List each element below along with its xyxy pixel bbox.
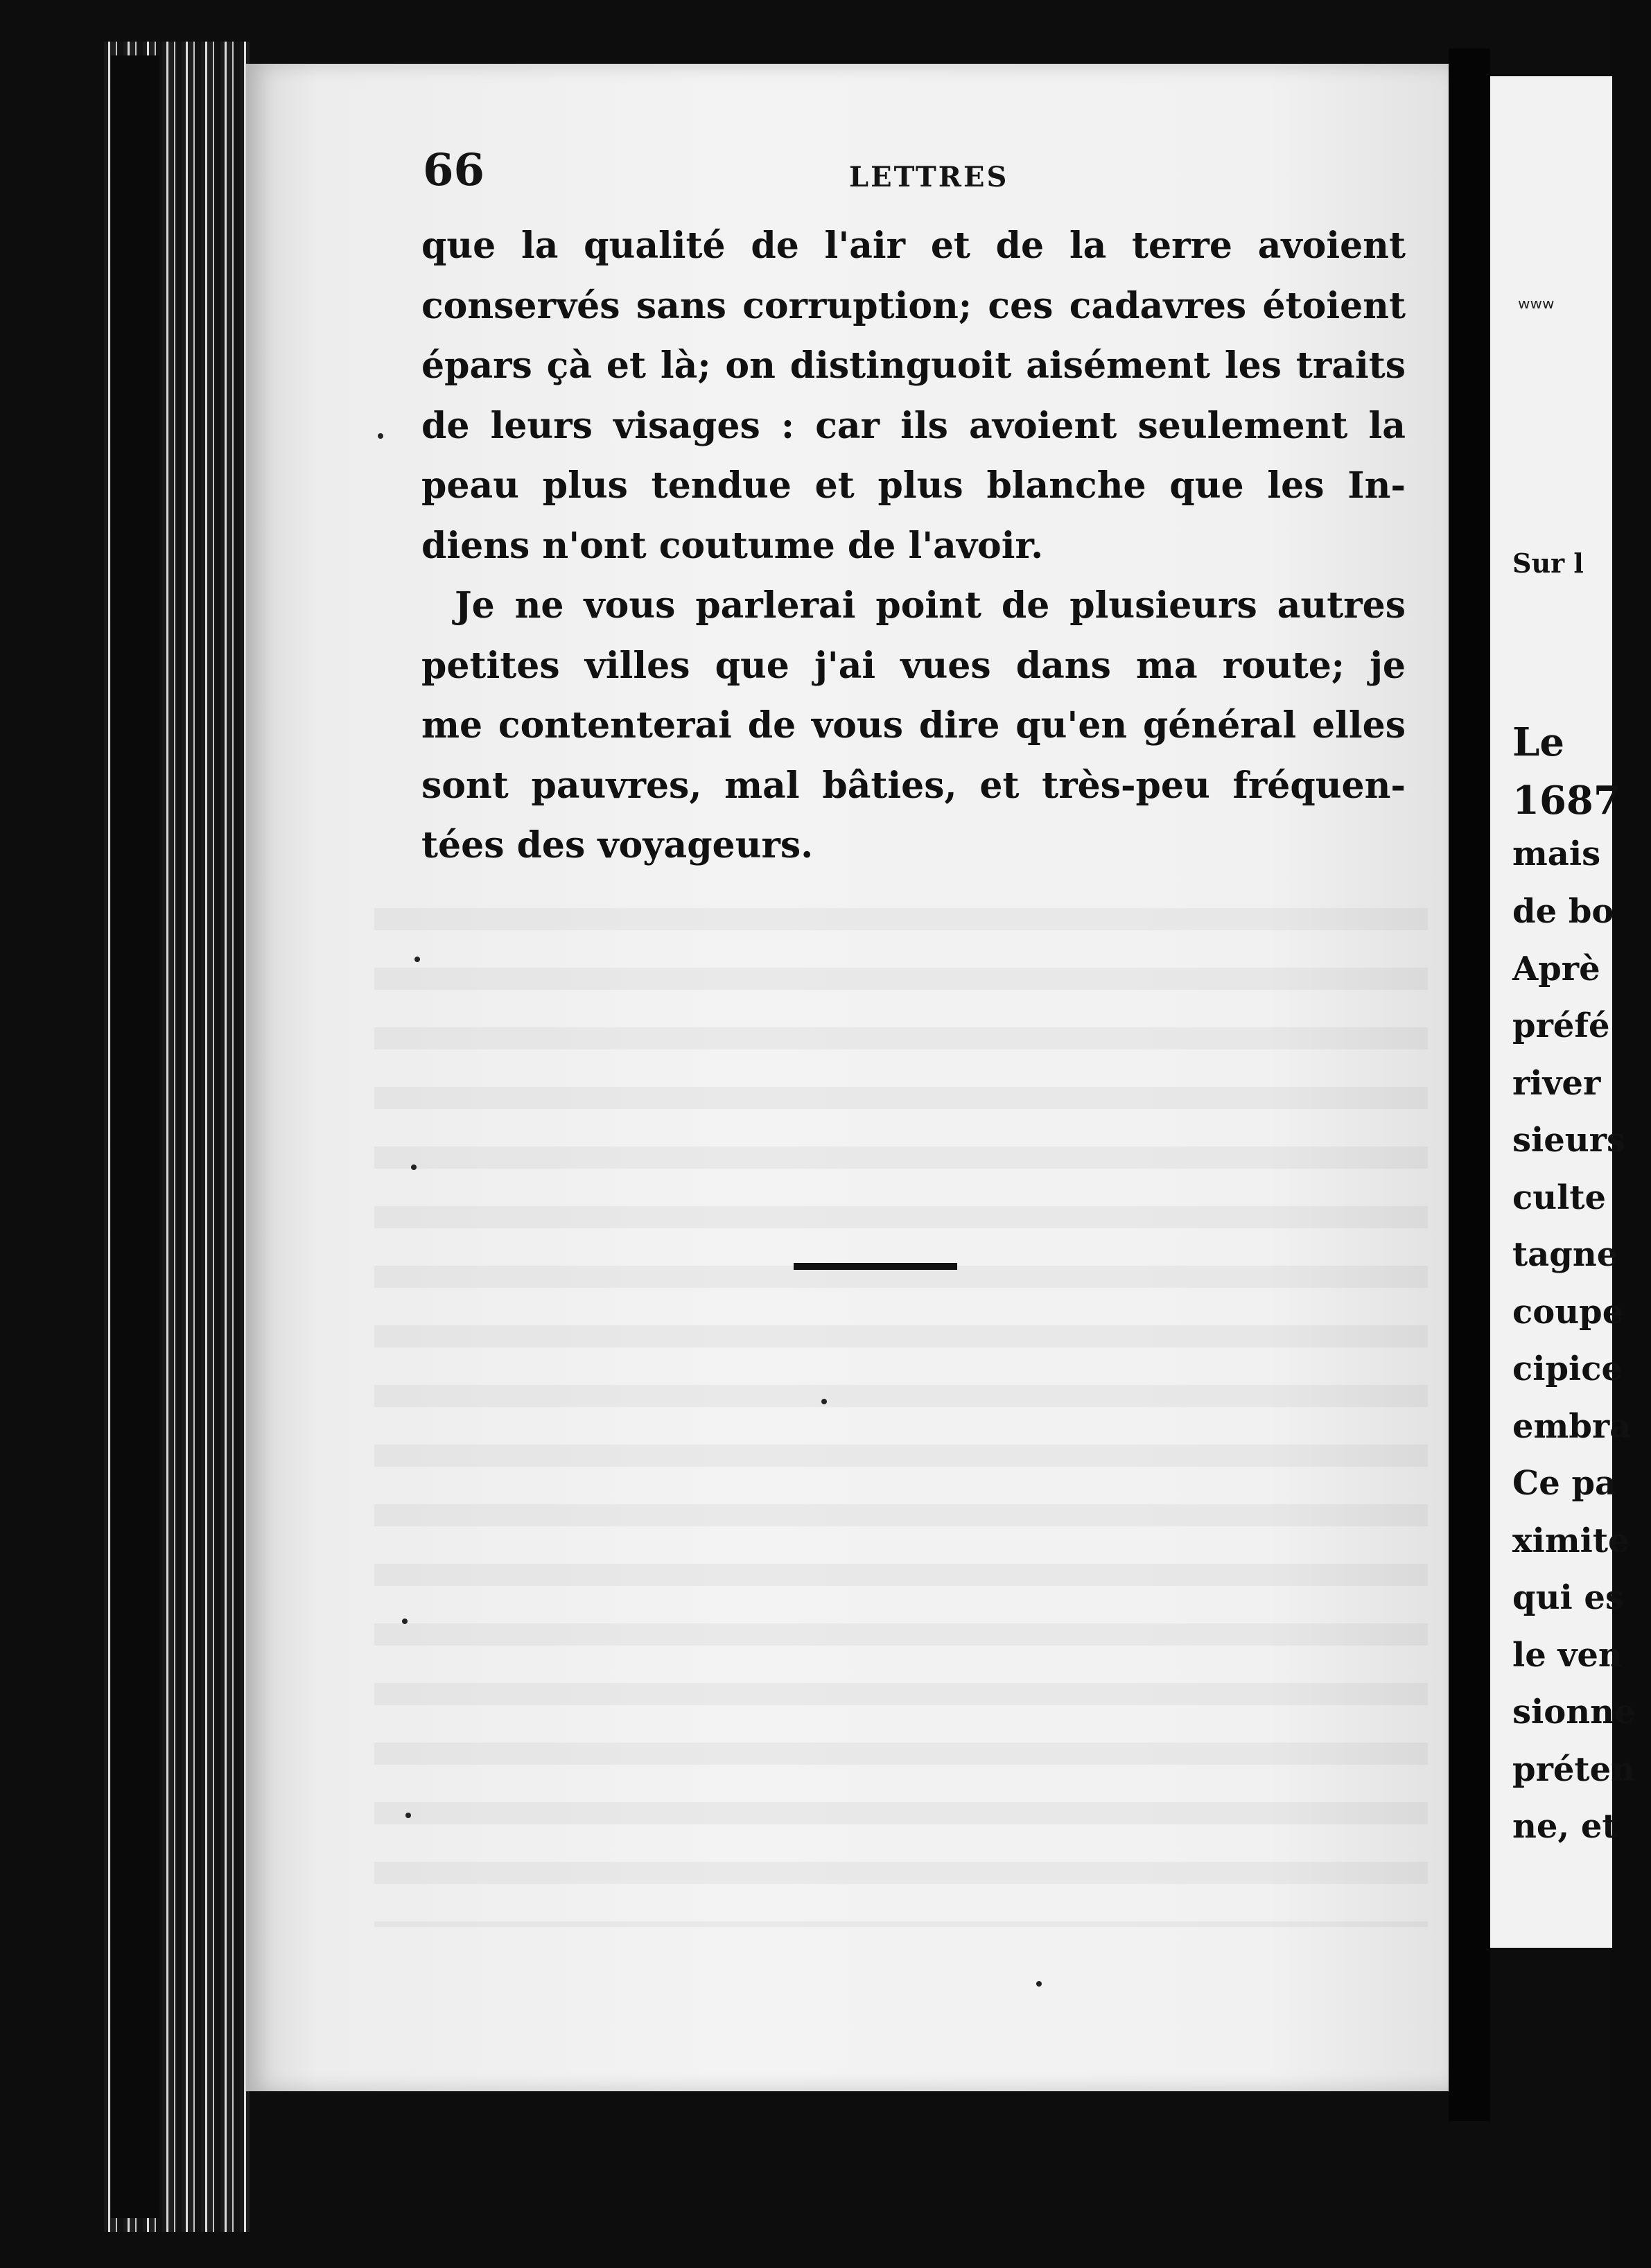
right-line: ximite — [1512, 1521, 1630, 1560]
right-line: mais — [1512, 835, 1601, 873]
speck — [1036, 1981, 1042, 1987]
text-line: Je ne vous parlerai point de plusieurs autres — [455, 584, 1406, 627]
section-divider-rule — [794, 1263, 957, 1270]
binding-shadow — [111, 55, 159, 2218]
text-line: sont pauvres, mal bâties, et très-peu fréquen- — [421, 764, 1406, 807]
text-line: me contenterai de vous dire qu'en général elles — [421, 704, 1406, 747]
show-through-text — [374, 887, 1428, 1927]
paragraph-1 — [421, 216, 1406, 576]
text-line: conservés sans corruption; ces cadavres étoient — [421, 284, 1406, 327]
right-line: préten — [1512, 1750, 1635, 1789]
body-text — [421, 216, 1406, 876]
text-line: petites villes que j'ai vues dans ma route; je — [421, 644, 1406, 687]
speck — [405, 1813, 411, 1818]
page-gutter — [1449, 49, 1490, 2121]
right-line: cipice — [1512, 1350, 1623, 1388]
running-head: LETTRES — [849, 161, 1009, 193]
right-line: préfé — [1512, 1006, 1610, 1045]
right-line: coupe — [1512, 1293, 1624, 1332]
page-header — [423, 139, 1407, 201]
text-line: épars çà et là; on distinguoit aisément les traits — [421, 344, 1406, 387]
right-line: culte — [1512, 1178, 1607, 1217]
right-line: sionne — [1512, 1693, 1636, 1731]
speck — [821, 1399, 827, 1404]
right-line: embra — [1512, 1407, 1632, 1446]
text-line: que la qualité de l'air et de la terre avoient — [421, 225, 1406, 267]
speck — [378, 433, 383, 439]
right-line: de bo — [1512, 892, 1614, 931]
right-line: qui es — [1512, 1578, 1624, 1617]
text-line: diens n'ont coutume de l'avoir. — [421, 524, 1044, 567]
speck — [411, 1164, 417, 1170]
right-line: Aprè — [1512, 950, 1600, 988]
right-line: Le — [1512, 719, 1565, 765]
right-line: tagne — [1512, 1235, 1618, 1274]
right-line: sieurs — [1512, 1121, 1626, 1160]
right-line: 1687 — [1512, 778, 1621, 823]
right-line: le ven — [1512, 1636, 1623, 1675]
right-page-header: Sur l — [1512, 548, 1584, 579]
right-line: ne, et — [1512, 1807, 1618, 1846]
right-page-ornament: ʷʷʷ — [1518, 295, 1555, 322]
text-line: tées des voyageurs. — [421, 824, 814, 866]
speck — [414, 957, 420, 962]
page-number: 66 — [423, 144, 485, 196]
paragraph-2 — [421, 576, 1406, 876]
speck — [402, 1619, 408, 1624]
right-line: river — [1512, 1064, 1601, 1103]
text-line: peau plus tendue et plus blanche que les In- — [421, 464, 1406, 507]
right-line: Ce pa — [1512, 1464, 1617, 1503]
text-line: de leurs visages : car ils avoient seulement la — [421, 404, 1406, 447]
